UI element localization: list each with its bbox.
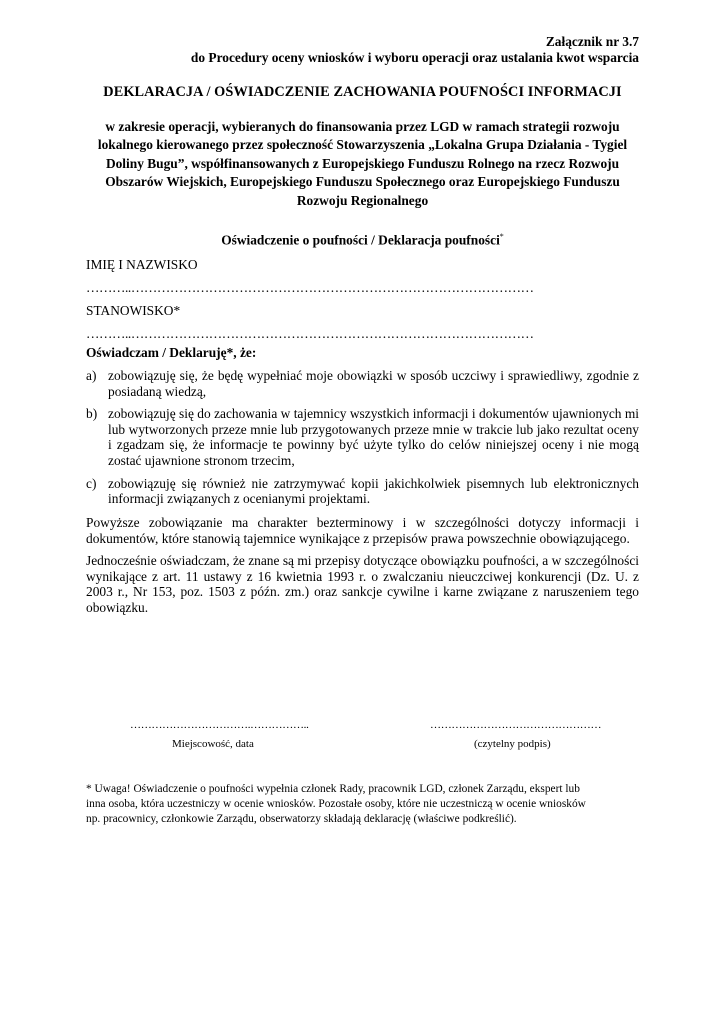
list-item [86, 368, 639, 399]
place-date-line[interactable]: …………………………….…………….. [130, 719, 309, 731]
declaration-lead: Oświadczam / Deklaruję*, że: [86, 345, 257, 360]
position-field[interactable]: ………..………………………………………………………………………………… [86, 326, 534, 341]
list-item [86, 476, 639, 507]
declaration-list [86, 368, 639, 514]
item-text: zobowiązuję się, że będę wypełniać moje obowiązki w sposób uczciwy i sprawiedliwy, zgodnie z posiadaną wiedzą, [108, 368, 639, 399]
subtitle-text: Oświadczenie o poufności / Deklaracja poufności [221, 232, 500, 248]
item-marker: b) [86, 406, 98, 422]
footnote-line: np. pracownicy, członkowie Zarządu, obserwatorzy składają deklarację (właściwe podkreślić). [86, 813, 517, 825]
signature-caption: (czytelny podpis) [474, 738, 551, 750]
annex-number: Załącznik nr 3.7 [545, 34, 639, 49]
annex-reference: do Procedury oceny wniosków i wyboru operacji oraz ustalania kwot wsparcia [190, 50, 639, 65]
paragraph-obligation: Powyższe zobowiązanie ma charakter bezterminowy i w szczególności dotyczy informacji i dokumentów, które stanowią tajemnice wynikające z przepisów prawa powszechnie obowiązującego. [86, 515, 639, 546]
footnote-line: inna osoba, która uczestniczy w ocenie wniosków. Pozostałe osoby, które nie uczestniczą w ocenie wniosków [86, 798, 586, 810]
signature-line[interactable]: ………………………………………… [430, 719, 602, 731]
subtitle-footnote-mark: * [499, 232, 504, 241]
scope-line: lokalnego kierowanego przez społeczność Stowarzyszenia „Lokalna Grupa Działania - Tygiel [97, 137, 628, 153]
paragraph-legal: Jednocześnie oświadczam, że znane są mi przepisy dotyczące obowiązku poufności, a w szczególności wynikające z art. 11 ustawy z 16 kwietnia 1993 r. o zwalczaniu nieuczciwej konkurencji (Dz. U. z 2003 r., Nr 153, poz. 1503 z późn. zm.) oraz sankcje cywilne i karne związane z naruszeniem tego obowiązku. [86, 553, 639, 615]
footnote-line: * Uwaga! Oświadczenie o poufności wypełnia członek Rady, pracownik LGD, członek Zarządu, ekspert lub [86, 783, 580, 795]
scope-line: Obszarów Wiejskich, Europejskiego Funduszu Społecznego oraz Europejskiego Funduszu [105, 174, 620, 190]
item-marker: a) [86, 368, 97, 383]
document-subtitle [86, 232, 639, 248]
scope-line: w zakresie operacji, wybieranych do finansowania przez LGD w ramach strategii rozwoju [105, 119, 620, 134]
position-label: STANOWISKO* [86, 303, 181, 318]
footnote [86, 782, 639, 827]
item-marker: c) [86, 475, 97, 491]
document-scope [92, 118, 633, 210]
document-title: DEKLARACJA / OŚWIADCZENIE ZACHOWANIA POUFNOŚCI INFORMACJI [103, 84, 622, 100]
name-field[interactable]: ………..………………………………………………………………………………… [86, 280, 534, 295]
item-text: zobowiązuję się do zachowania w tajemnicy wszystkich informacji i dokumentów ujawnionych mi lub wytworzonych przeze mnie lub przygotowanych przeze mnie w trakcie lub jako rezultat oceny i zgadzam się, że informacje te powinny być użyte tylko do celów niniejszej oceny i nie mogą zostać ujawnione stronom trzecim, [108, 406, 639, 468]
place-date-caption: Miejscowość, data [172, 738, 254, 750]
list-item [86, 406, 639, 468]
scope-line: Rozwoju Regionalnego [296, 192, 429, 208]
name-label: IMIĘ I NAZWISKO [86, 257, 198, 272]
scope-line: Doliny Bugu”, współfinansowanych z Europejskiego Funduszu Rolnego na rzecz Rozwoju [105, 155, 620, 171]
annex-header [191, 34, 639, 66]
item-text: zobowiązuję się również nie zatrzymywać kopii jakichkolwiek pisemnych lub elektronicznych informacji związanych z ocenianymi projektami. [108, 475, 639, 507]
